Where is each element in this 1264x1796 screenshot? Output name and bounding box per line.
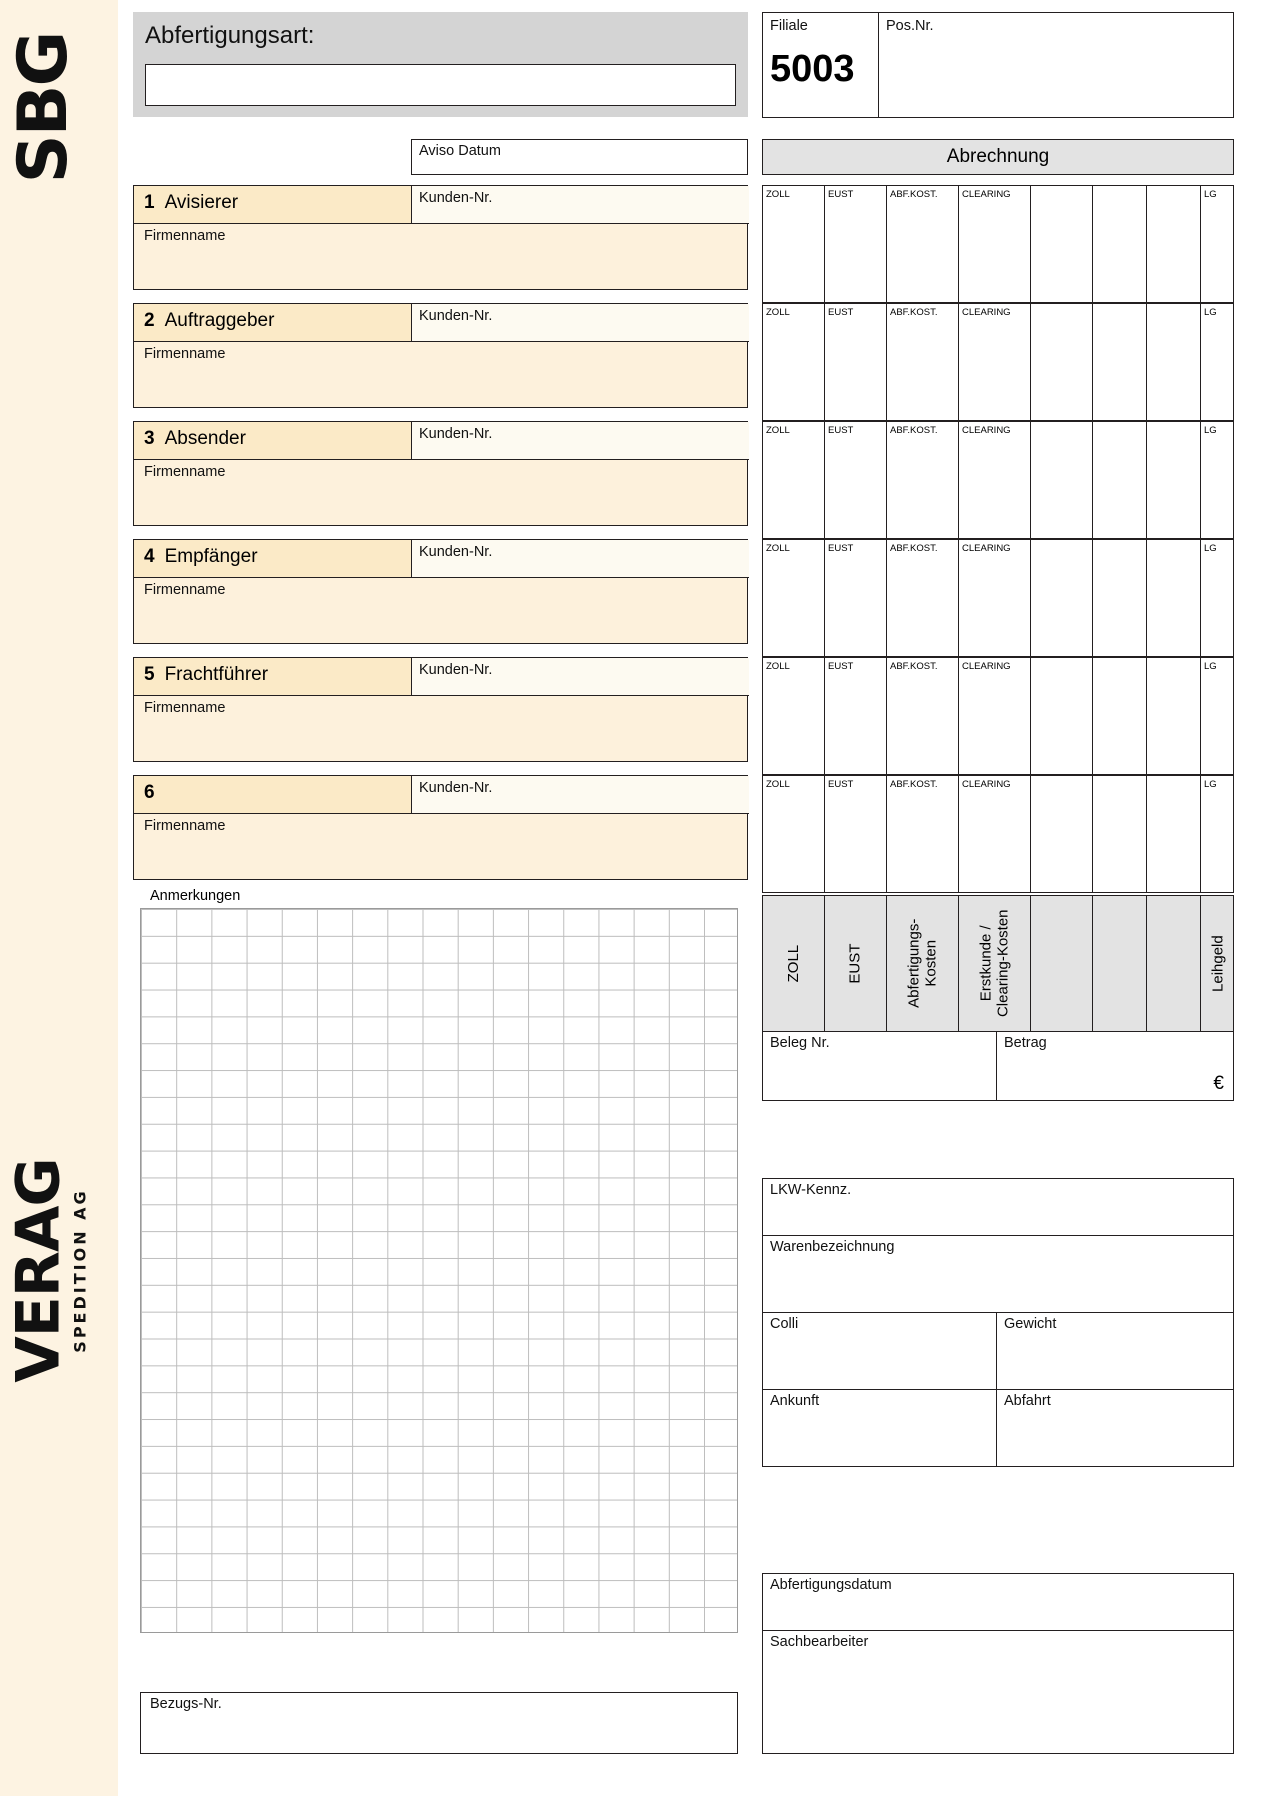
- abrechnung-cell-r6-c2[interactable]: EUST: [825, 776, 887, 892]
- party-block-5: [133, 657, 748, 762]
- abrechnung-cell-r5-c7[interactable]: [1147, 658, 1201, 774]
- firmenname-field-4[interactable]: [134, 578, 749, 643]
- abrechnung-cell-r4-c7[interactable]: [1147, 540, 1201, 656]
- firmenname-field-5[interactable]: [134, 696, 749, 761]
- party-role-label: Avisierer: [164, 192, 239, 213]
- abrechnung-row-1: [762, 185, 1234, 303]
- abrechnung-cell-r6-c7[interactable]: [1147, 776, 1201, 892]
- party-number: 2: [144, 310, 155, 331]
- gewicht-label: Gewicht: [1004, 1316, 1057, 1332]
- abrechnung-cell-r1-c1[interactable]: ZOLL: [763, 186, 825, 302]
- bezugs-nr-label: Bezugs-Nr.: [150, 1696, 222, 1712]
- party-name-4: [134, 540, 412, 578]
- party-role-label: Empfänger: [164, 546, 258, 567]
- abrechnung-vheader-label: Erstkunde / Clearing-Kosten: [977, 909, 1012, 1018]
- abrechnung-cell-r1-c7[interactable]: [1147, 186, 1201, 302]
- beleg-nr-label: Beleg Nr.: [770, 1035, 830, 1051]
- firmenname-label: Firmenname: [144, 700, 226, 716]
- abrechnung-cell-r5-c2[interactable]: EUST: [825, 658, 887, 774]
- abrechnung-vheader-7: [1147, 896, 1201, 1031]
- abrechnung-row-2: [762, 303, 1234, 421]
- abrechnung-vheader-label: EUST: [846, 943, 864, 984]
- party-number: 4: [144, 546, 155, 567]
- party-role-label: Auftraggeber: [164, 310, 275, 331]
- abrechnung-label: Abrechnung: [946, 146, 1050, 167]
- party-name-1: [134, 186, 412, 224]
- currency-symbol: €: [1213, 1073, 1224, 1094]
- party-number: 5: [144, 664, 155, 685]
- warenbezeichnung-field[interactable]: [762, 1235, 1234, 1313]
- party-role-label: Absender: [164, 428, 246, 449]
- kunden-nr-label: Kunden-Nr.: [419, 190, 493, 206]
- beleg-nr-field[interactable]: [762, 1031, 998, 1101]
- abfahrt-label: Abfahrt: [1004, 1393, 1051, 1409]
- abrechnung-cell-r4-c3[interactable]: ABF.KOST.: [887, 540, 959, 656]
- kunden-nr-label: Kunden-Nr.: [419, 780, 493, 796]
- abrechnung-header: [762, 139, 1234, 175]
- abrechnung-cell-r2-c3[interactable]: ABF.KOST.: [887, 304, 959, 420]
- firmenname-label: Firmenname: [144, 464, 226, 480]
- abrechnung-cell-r2-c4[interactable]: CLEARING: [959, 304, 1031, 420]
- firmenname-field-1[interactable]: [134, 224, 749, 289]
- abrechnung-cell-r2-c2[interactable]: EUST: [825, 304, 887, 420]
- firmenname-label: Firmenname: [144, 582, 226, 598]
- verag-logo-subtitle: SPEDITION AG: [70, 1188, 90, 1353]
- abrechnung-vertical-header: [762, 895, 1234, 1032]
- abrechnung-cell-r4-c5[interactable]: [1031, 540, 1093, 656]
- lkw-kennz-label: LKW-Kennz.: [770, 1182, 852, 1198]
- party-block-4: [133, 539, 748, 644]
- abrechnung-cell-r1-c8[interactable]: LG: [1204, 189, 1217, 200]
- abrechnung-vheader-label: Abfertigungs- Kosten: [905, 918, 940, 1009]
- abrechnung-cell-r4-c2[interactable]: EUST: [825, 540, 887, 656]
- abrechnung-row-6: [762, 775, 1234, 893]
- filiale-box: [762, 12, 880, 118]
- abrechnung-vheader-6: [1093, 896, 1147, 1031]
- abrechnung-row-3: [762, 421, 1234, 539]
- abrechnung-cell-r4-c1[interactable]: ZOLL: [763, 540, 825, 656]
- firmenname-label: Firmenname: [144, 228, 226, 244]
- kunden-nr-field-1[interactable]: [412, 186, 749, 224]
- party-number: 6: [144, 782, 155, 803]
- kunden-nr-label: Kunden-Nr.: [419, 426, 493, 442]
- kunden-nr-field-2[interactable]: [412, 304, 749, 342]
- abrechnung-vheader-8: [1201, 896, 1235, 1031]
- abrechnung-cell-r6-c1[interactable]: ZOLL: [763, 776, 825, 892]
- abrechnung-cell-r5-c8[interactable]: LG: [1204, 661, 1217, 672]
- abrechnung-vheader-label: Leihgeld: [1209, 935, 1227, 992]
- abrechnung-cell-r3-c8[interactable]: LG: [1204, 425, 1217, 436]
- abrechnung-cell-r5-c5[interactable]: [1031, 658, 1093, 774]
- ankunft-label: Ankunft: [770, 1393, 820, 1409]
- abrechnung-cell-r3-c4[interactable]: CLEARING: [959, 422, 1031, 538]
- anmerkungen-grid[interactable]: [140, 908, 738, 1633]
- abrechnung-cell-r6-c3[interactable]: ABF.KOST.: [887, 776, 959, 892]
- firmenname-label: Firmenname: [144, 818, 226, 834]
- abrechnung-cell-r2-c1[interactable]: ZOLL: [763, 304, 825, 420]
- abrechnung-vheader-label: ZOLL: [784, 944, 802, 983]
- posnr-box[interactable]: [878, 12, 1234, 118]
- abrechnung-cell-r3-c1[interactable]: ZOLL: [763, 422, 825, 538]
- abrechnung-cell-r1-c4[interactable]: CLEARING: [959, 186, 1031, 302]
- abrechnung-cell-r1-c3[interactable]: ABF.KOST.: [887, 186, 959, 302]
- aviso-datum-field[interactable]: [411, 139, 748, 175]
- kunden-nr-field-6[interactable]: [412, 776, 749, 814]
- abrechnung-vheader-4: [959, 896, 1031, 1031]
- abrechnung-cell-r4-c6[interactable]: [1093, 540, 1147, 656]
- party-name-6: [134, 776, 412, 814]
- aviso-datum-label: Aviso Datum: [419, 143, 501, 159]
- abrechnung-cell-r3-c6[interactable]: [1093, 422, 1147, 538]
- bezugs-nr-field[interactable]: [140, 1692, 738, 1754]
- firmenname-label: Firmenname: [144, 346, 226, 362]
- colli-field[interactable]: [762, 1312, 998, 1390]
- verag-logo-text: VERAG: [3, 1158, 74, 1383]
- warenbezeichnung-label: Warenbezeichnung: [770, 1239, 895, 1255]
- abrechnung-cell-r5-c6[interactable]: [1093, 658, 1147, 774]
- posnr-label: Pos.Nr.: [886, 18, 934, 34]
- sbg-logo: SBG: [4, 32, 83, 184]
- kunden-nr-field-5[interactable]: [412, 658, 749, 696]
- abrechnung-cell-r1-c2[interactable]: EUST: [825, 186, 887, 302]
- abrechnung-cell-r5-c4[interactable]: CLEARING: [959, 658, 1031, 774]
- abrechnung-cell-r4-c4[interactable]: CLEARING: [959, 540, 1031, 656]
- abrechnung-row-4: [762, 539, 1234, 657]
- party-name-2: [134, 304, 412, 342]
- abrechnung-cell-r6-c5[interactable]: [1031, 776, 1093, 892]
- abrechnung-cell-r5-c3[interactable]: ABF.KOST.: [887, 658, 959, 774]
- lkw-kennz-field[interactable]: [762, 1178, 1234, 1236]
- party-number: 3: [144, 428, 155, 449]
- abrechnung-vheader-2: [825, 896, 887, 1031]
- abrechnung-cell-r5-c1[interactable]: ZOLL: [763, 658, 825, 774]
- abrechnung-cell-r6-c6[interactable]: [1093, 776, 1147, 892]
- abrechnung-cell-r3-c7[interactable]: [1147, 422, 1201, 538]
- brand-sidebar: [0, 0, 118, 1796]
- abfertigungsdatum-label: Abfertigungsdatum: [770, 1577, 892, 1593]
- abrechnung-cell-r2-c8[interactable]: LG: [1204, 307, 1217, 318]
- abrechnung-row-5: [762, 657, 1234, 775]
- abfahrt-field[interactable]: [996, 1389, 1234, 1467]
- ankunft-field[interactable]: [762, 1389, 998, 1467]
- abrechnung-cell-r3-c2[interactable]: EUST: [825, 422, 887, 538]
- verag-logo: [3, 1126, 90, 1416]
- filiale-label: Filiale: [770, 18, 808, 34]
- kunden-nr-label: Kunden-Nr.: [419, 308, 493, 324]
- abfertigungsdatum-field[interactable]: [762, 1573, 1234, 1631]
- party-block-3: [133, 421, 748, 526]
- abrechnung-cell-r1-c6[interactable]: [1093, 186, 1147, 302]
- abrechnung-cell-r6-c4[interactable]: CLEARING: [959, 776, 1031, 892]
- party-number: 1: [144, 192, 155, 213]
- betrag-label: Betrag: [1004, 1035, 1047, 1051]
- filiale-value: 5003: [770, 48, 855, 90]
- abrechnung-cell-r2-c6[interactable]: [1093, 304, 1147, 420]
- abfertigungsart-label: Abfertigungsart:: [145, 22, 315, 49]
- firmenname-field-6[interactable]: [134, 814, 749, 879]
- firmenname-field-2[interactable]: [134, 342, 749, 407]
- grid-lines: [141, 909, 737, 1632]
- party-role-label: Frachtführer: [164, 664, 269, 685]
- kunden-nr-label: Kunden-Nr.: [419, 662, 493, 678]
- abrechnung-cell-r1-c5[interactable]: [1031, 186, 1093, 302]
- kunden-nr-label: Kunden-Nr.: [419, 544, 493, 560]
- abrechnung-cell-r4-c8[interactable]: LG: [1204, 543, 1217, 554]
- party-name-5: [134, 658, 412, 696]
- kunden-nr-field-4[interactable]: [412, 540, 749, 578]
- abrechnung-cell-r3-c5[interactable]: [1031, 422, 1093, 538]
- party-block-2: [133, 303, 748, 408]
- party-name-3: [134, 422, 412, 460]
- abrechnung-cell-r6-c8[interactable]: LG: [1204, 779, 1217, 790]
- abrechnung-vheader-1: [763, 896, 825, 1031]
- abrechnung-vheader-3: [887, 896, 959, 1031]
- abrechnung-cell-r2-c5[interactable]: [1031, 304, 1093, 420]
- abrechnung-cell-r2-c7[interactable]: [1147, 304, 1201, 420]
- kunden-nr-field-3[interactable]: [412, 422, 749, 460]
- colli-label: Colli: [770, 1316, 799, 1332]
- abfertigungsart-input[interactable]: [145, 64, 736, 106]
- sachbearbeiter-field[interactable]: [762, 1630, 1234, 1754]
- anmerkungen-label: Anmerkungen: [150, 888, 241, 904]
- gewicht-field[interactable]: [996, 1312, 1234, 1390]
- abfertigungsart-block: [133, 12, 748, 117]
- party-block-6: [133, 775, 748, 880]
- party-block-1: [133, 185, 748, 290]
- abrechnung-vheader-5: [1031, 896, 1093, 1031]
- firmenname-field-3[interactable]: [134, 460, 749, 525]
- betrag-field[interactable]: [996, 1031, 1234, 1101]
- sachbearbeiter-label: Sachbearbeiter: [770, 1634, 869, 1650]
- abrechnung-cell-r3-c3[interactable]: ABF.KOST.: [887, 422, 959, 538]
